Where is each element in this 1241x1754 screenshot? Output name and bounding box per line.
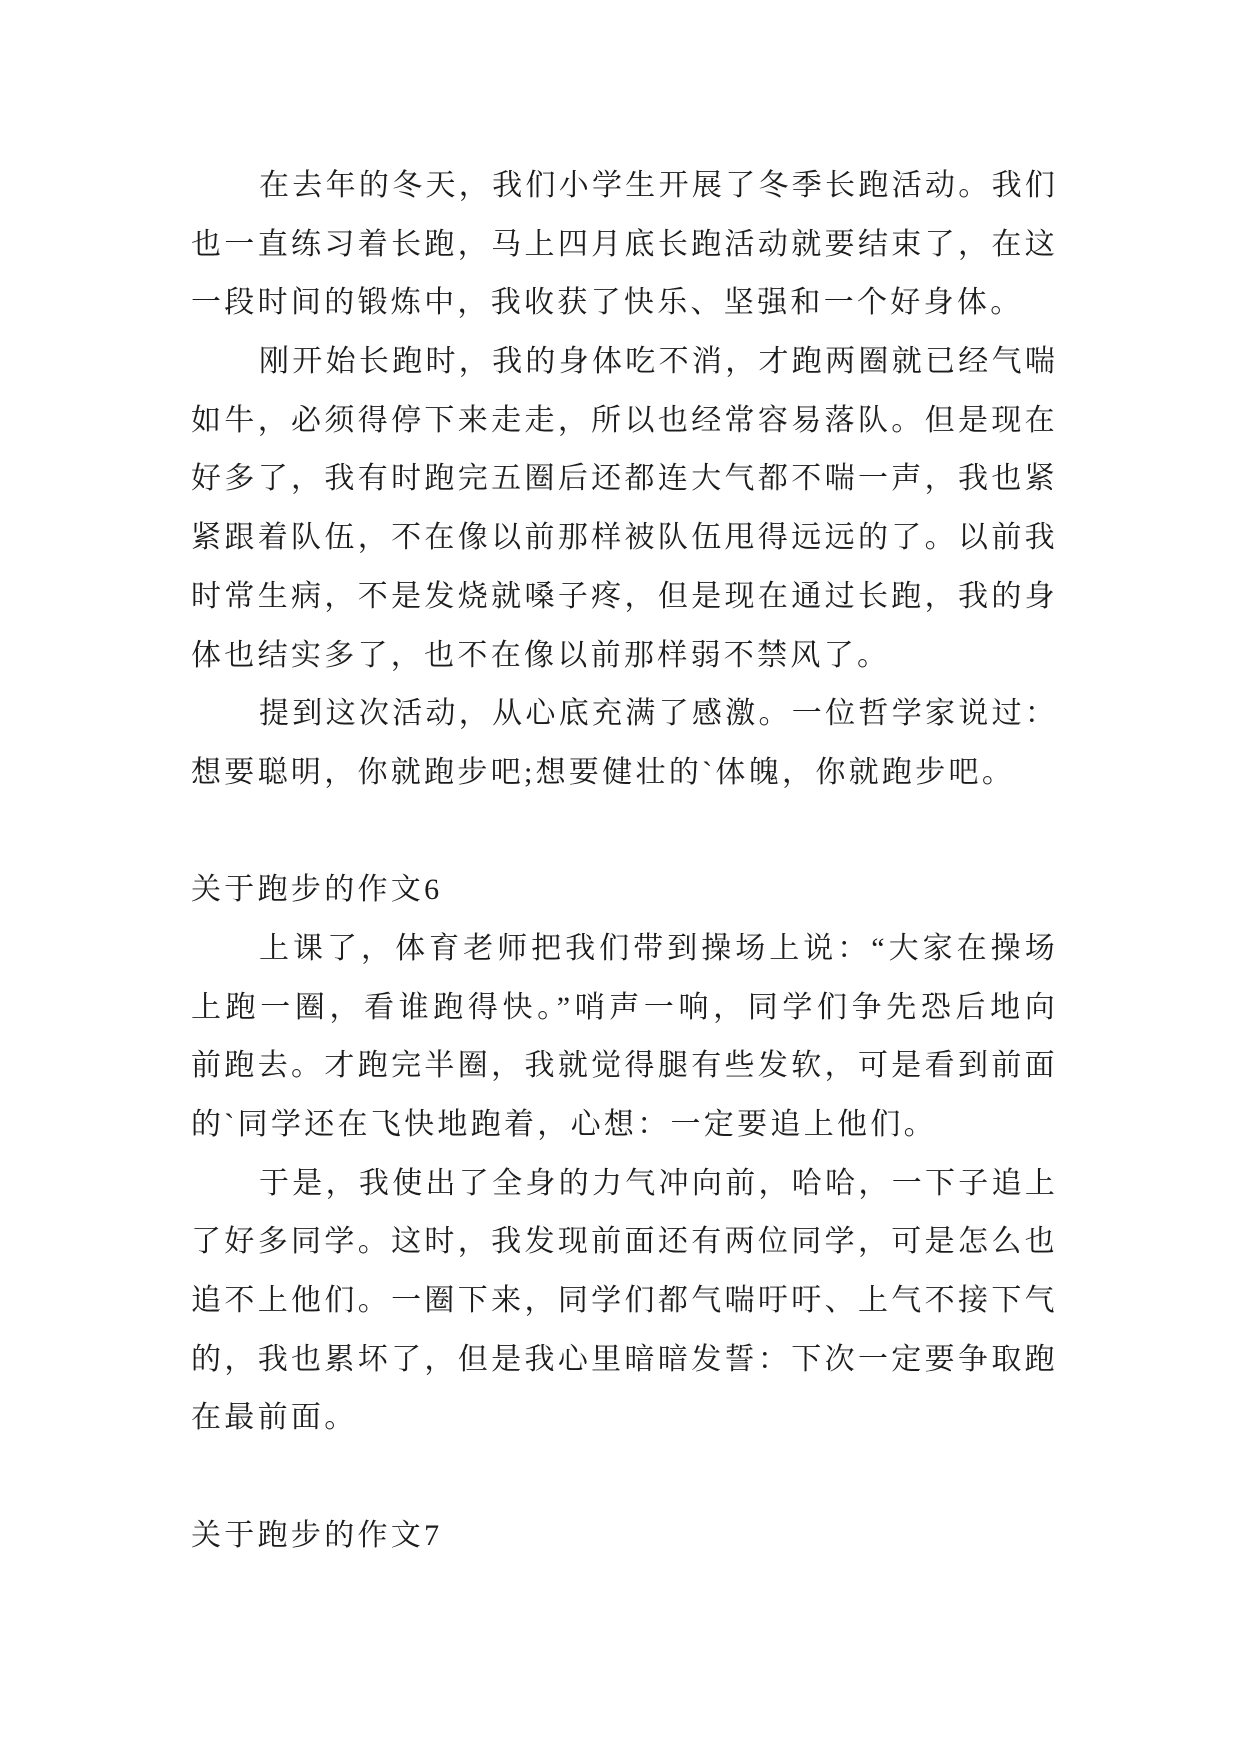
paragraph bbox=[191, 333, 1058, 685]
text-line: 也一直练习着长跑，马上四月底长跑活动就要结束了，在这 bbox=[191, 227, 1058, 261]
document-body bbox=[191, 157, 1058, 1566]
text-line: 体也结实多了，也不在像以前那样弱不禁风了。 bbox=[191, 638, 891, 672]
text-line: 了好多同学。这时，我发现前面还有两位同学，可是怎么也 bbox=[191, 1225, 1058, 1259]
text-line: 的，我也累坏了，但是我心里暗暗发誓：下次一定要争取跑 bbox=[191, 1342, 1058, 1376]
text-line: 在最前面。 bbox=[191, 1401, 358, 1435]
text-line: 如牛，必须得停下来走走，所以也经常容易落队。但是现在 bbox=[191, 403, 1058, 437]
section-heading: 关于跑步的作文6 bbox=[191, 873, 443, 907]
blank-line bbox=[191, 1448, 1058, 1507]
text-line: 于是，我使出了全身的力气冲向前，哈哈，一下子追上 bbox=[259, 1166, 1059, 1200]
paragraph bbox=[191, 1155, 1058, 1448]
blank-line bbox=[191, 803, 1058, 862]
text-line: 紧跟着队伍，不在像以前那样被队伍甩得远远的了。以前我 bbox=[191, 521, 1058, 555]
text-line: 的`同学还在飞快地跑着，心想：一定要追上他们。 bbox=[191, 1108, 937, 1141]
paragraph bbox=[191, 920, 1058, 1155]
text-line: 好多了，我有时跑完五圈后还都连大气都不喘一声，我也紧 bbox=[191, 462, 1058, 496]
text-line: 上跑一圈，看谁跑得快。”哨声一响，同学们争先恐后地向 bbox=[191, 990, 1058, 1024]
paragraph bbox=[191, 157, 1058, 333]
text-line: 在去年的冬天，我们小学生开展了冬季长跑活动。我们 bbox=[259, 169, 1059, 202]
section-heading: 关于跑步的作文7 bbox=[191, 1518, 443, 1552]
text-line: 前跑去。才跑完半圈，我就觉得腿有些发软，可是看到前面 bbox=[191, 1049, 1058, 1083]
text-line: 追不上他们。一圈下来，同学们都气喘吁吁、上气不接下气 bbox=[191, 1284, 1058, 1318]
text-line: 提到这次活动，从心底充满了感激。一位哲学家说过： bbox=[259, 697, 1059, 731]
paragraph bbox=[191, 685, 1058, 802]
text-line: 时常生病，不是发烧就嗓子疼，但是现在通过长跑，我的身 bbox=[191, 579, 1058, 613]
text-line: 上课了，体育老师把我们带到操场上说：“大家在操场 bbox=[259, 931, 1058, 965]
text-line: 一段时间的锻炼中，我收获了快乐、坚强和一个好身体。 bbox=[191, 286, 1024, 320]
text-line: 刚开始长跑时，我的身体吃不消，才跑两圈就已经气喘 bbox=[259, 345, 1059, 379]
text-line: 想要聪明，你就跑步吧;想要健壮的`体魄，你就跑步吧。 bbox=[191, 755, 1016, 789]
